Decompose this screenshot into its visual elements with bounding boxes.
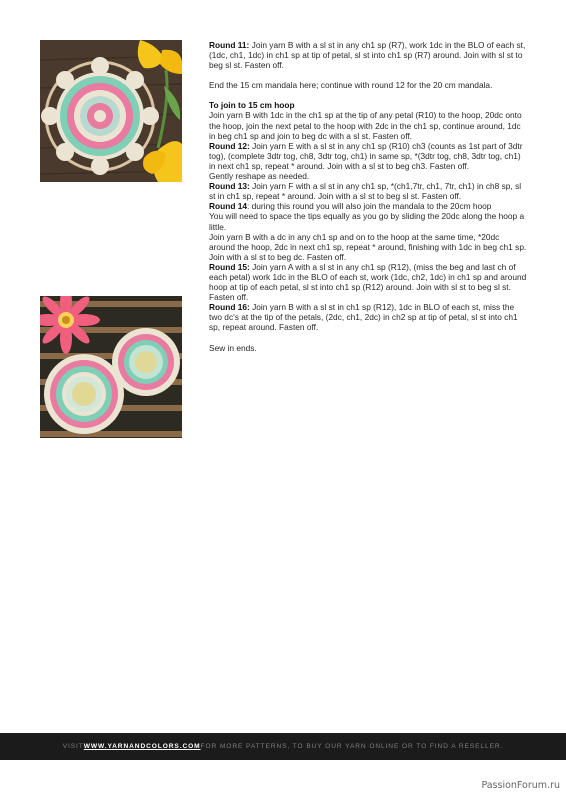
instruction-paragraph: [209, 232, 527, 262]
instruction-paragraph: [209, 80, 527, 90]
instruction-text: Gently reshape as needed.: [209, 171, 310, 182]
instruction-paragraph: [209, 110, 527, 140]
instruction-paragraph: [209, 302, 527, 332]
round-label: Round 11:: [209, 40, 250, 50]
instruction-paragraph: [209, 343, 527, 353]
mandala-tulips-illustration: [40, 40, 182, 182]
footer-bar: [0, 733, 566, 760]
instruction-paragraph: [209, 262, 527, 302]
round-label: Round 12:: [209, 140, 250, 151]
instruction-text: : during this round you will also join the mandala to the 20cm hoop: [247, 201, 492, 212]
instruction-text: Join yarn B with 1dc in the ch1 sp at the tip of any petal (R10) to the hoop, 20dc onto the hoop, join the next petal to the hoop with 2dc in the ch1 sp, continue around, 1dc in beg ch1 sp and join to beg dc with a sl st. Fasten off.: [209, 110, 522, 141]
instruction-text: Sew in ends.: [209, 342, 257, 353]
round-label: Round 16:: [209, 302, 250, 313]
mandala-coasters-illustration: [40, 296, 182, 438]
instruction-text: Join yarn A with a sl st in any ch1 sp (R12), (miss the beg and last ch of each petal) work 1dc in the BLO of each st, work (1dc, ch2, 1dc) in ch1 sp and around hoop at tip of each petal, sl st into ch1 sp (R12) around. Join with sl st to beg sl st. Fasten off.: [209, 261, 527, 303]
instruction-text: Join yarn B with a dc in any ch1 sp and on to the hoop at the same time, *20dc around the hoop, 2dc in next ch1 sp, repeat * around, finishing with 1dc in beg ch1 sp. Join with a sl st to beg dc. Fasten off.: [209, 231, 527, 262]
section-heading: [209, 100, 527, 110]
watermark: PassionForum.ru: [481, 780, 560, 791]
mandala-tulips-photo: [40, 40, 182, 182]
heading-text: To join to 15 cm hoop: [209, 100, 295, 111]
round-label: Round 13:: [209, 181, 250, 192]
footer-suffix: FOR MORE PATTERNS, TO BUY OUR YARN ONLINE OR TO FIND A RESELLER.: [200, 743, 504, 750]
instruction-text: End the 15 cm mandala here; continue with round 12 for the 20 cm mandala.: [209, 80, 493, 91]
instruction-paragraph: [209, 171, 527, 181]
instruction-text: Join yarn B with a sl st in ch1 sp (R12), 1dc in BLO of each st, miss the two dc's at the tip of the petals, (2dc, ch1, 2dc) in ch2 sp at tip of petal, sl st into ch1 sp, repeat around. Fasten off.: [209, 302, 518, 333]
instruction-paragraph: [209, 201, 527, 211]
instruction-text: Join yarn B with a sl st in any ch1 sp (R7), work 1dc in the BLO of each st, (1dc, ch1, 1dc) in ch1 sp at tip of petal, sl st into ch1 sp (R7) around. Join with sl st to beg sl st. Fasten off.: [209, 40, 526, 71]
instruction-paragraph: [209, 141, 527, 171]
instruction-paragraph: [209, 181, 527, 201]
pattern-instructions: [209, 40, 527, 353]
round-label: Round 15:: [209, 261, 250, 272]
mandala-coasters-photo: [40, 296, 182, 438]
instruction-paragraph: [209, 211, 527, 231]
instruction-text: You will need to space the tips equally as you go by sliding the 20dc along the hoop a little.: [209, 211, 525, 232]
instruction-text: Join yarn E with a sl st in any ch1 sp (R10) ch3 (counts as 1st part of 3dtr tog), (complete 3dtr tog, ch8, 3dtr tog, ch1) in same sp, *(3dtr tog, ch8, 3dtr tog, ch1) in next ch1 sp, repeat * around. Join with a sl st to beg ch3. Fasten off.: [209, 140, 523, 171]
footer-prefix: VISIT: [62, 743, 84, 750]
round-label: Round 14: [209, 201, 248, 212]
footer-link[interactable]: WWW.YARNANDCOLORS.COM: [83, 743, 201, 750]
instruction-text: Join yarn F with a sl st in any ch1 sp, *(ch1,7tr, ch1, 7tr, ch1) in ch8 sp, sl st in ch1 sp, repeat * around. Join with a sl st to beg sl st. Fasten off.: [209, 181, 522, 202]
instruction-paragraph: [209, 40, 527, 70]
